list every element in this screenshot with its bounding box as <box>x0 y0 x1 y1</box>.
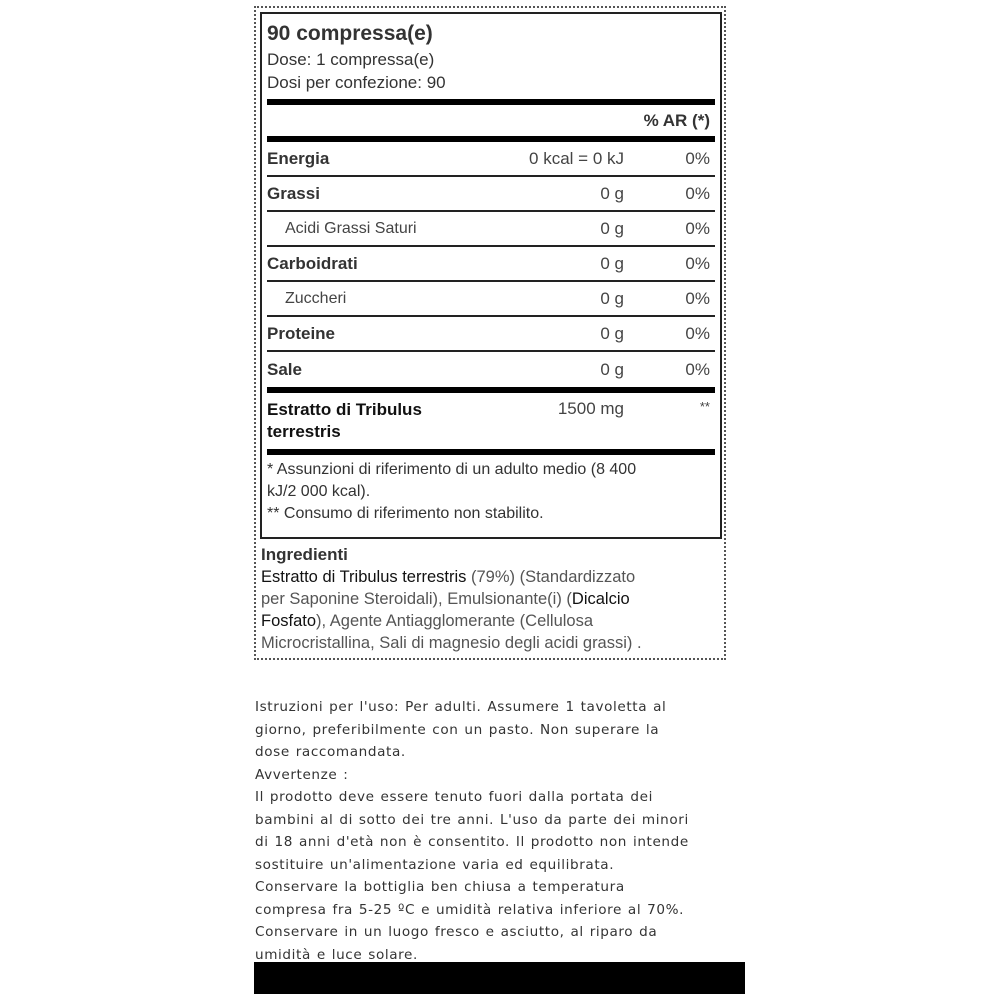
nutrient-name: Carboidrati <box>267 253 358 273</box>
nutrient-value: 0 g <box>600 288 624 308</box>
nutrient-value: 0 kcal = 0 kJ <box>529 148 624 168</box>
instruction-line: Il prodotto deve essere tenuto fuori dalla portata dei <box>255 789 653 805</box>
nutrient-percent: 0% <box>685 253 710 273</box>
nutrient-percent: 0% <box>685 183 710 203</box>
ingredients-section <box>261 544 721 654</box>
dose-text: Dose: 1 compressa(e) <box>267 50 435 69</box>
nutrient-value: 0 g <box>600 359 624 379</box>
nutrient-value: 0 g <box>600 323 624 343</box>
ingredients-line <box>261 566 721 588</box>
nutrient-name: Sale <box>267 359 302 379</box>
footnote-2: ** Consumo di riferimento non stabilito. <box>267 505 544 522</box>
nutrient-row-zuccheri <box>267 282 715 317</box>
usage-instructions <box>255 696 745 966</box>
instruction-line: di 18 anni d'età non è consentito. Il prodotto non intende <box>255 834 689 850</box>
nutrient-percent: 0% <box>685 359 710 379</box>
instruction-line: dose raccomandata. <box>255 744 406 760</box>
active-ingredient-row <box>267 393 715 449</box>
black-bar <box>254 962 745 994</box>
nutrient-row-grassi <box>267 177 715 212</box>
nutrient-row-sale <box>267 352 715 387</box>
nutrient-value: 0 g <box>600 253 624 273</box>
active-ingredient-value: 1500 mg <box>557 399 624 418</box>
footnotes <box>267 455 715 525</box>
active-name-line2: terrestris <box>267 422 341 441</box>
nutrient-name: Energia <box>267 148 330 168</box>
ingredients-line: Microcristallina, Sali di magnesio degli acidi grassi) . <box>261 634 642 652</box>
nutrient-name: Proteine <box>267 323 336 343</box>
ar-column-header: % AR (*) <box>643 110 710 130</box>
nutrient-row-energia <box>267 142 715 177</box>
ingredient-highlight: Fosfato <box>261 612 317 630</box>
instruction-line: giorno, preferibilmente con un pasto. Non superare la <box>255 721 660 738</box>
nutrition-label <box>260 12 722 539</box>
ingredient-text: ), Agente Antiagglomerante (Cellulosa <box>316 612 594 630</box>
nutrient-name: Acidi Grassi Saturi <box>285 219 417 237</box>
instruction-line: Istruzioni per l'uso: Per adulti. Assumere 1 tavoletta al <box>255 699 667 715</box>
instruction-line: Conservare in un luogo fresco e asciutto, al riparo da <box>255 924 658 940</box>
nutrient-value: 0 g <box>600 183 624 203</box>
nutrient-row-carboidrati <box>267 247 715 282</box>
ingredient-highlight: Estratto di Tribulus terrestris <box>261 568 467 586</box>
ingredient-highlight: Dicalcio <box>571 590 630 608</box>
ingredients-line <box>261 588 721 610</box>
instruction-line: sostituire un'alimentazione varia ed equilibrata. <box>255 856 615 873</box>
instruction-line: compresa fra 5-25 ºC e umidità relativa inferiore al 70%. <box>255 901 685 918</box>
footnote-1-line1: * Assunzioni di riferimento di un adulto medio (8 400 <box>267 461 637 478</box>
nutrient-name: Zuccheri <box>285 289 347 307</box>
ingredients-line <box>261 610 721 632</box>
active-ingredient-percent: ** <box>699 399 710 414</box>
nutrient-percent: 0% <box>685 218 710 238</box>
warnings-heading: Avvertenze : <box>255 766 349 783</box>
instruction-line: bambini al di sotto dei tre anni. L'uso da parte dei minori <box>255 811 689 828</box>
active-name-line1: Estratto di Tribulus <box>267 400 422 419</box>
ingredient-text: per Saponine Steroidali), Emulsionante(i) ( <box>261 590 572 608</box>
nutrient-row-proteine <box>267 317 715 352</box>
nutrient-percent: 0% <box>685 148 710 168</box>
doses-per-pack-text: Dosi per confezione: 90 <box>267 73 446 92</box>
footnote-1-line2: kJ/2 000 kcal). <box>267 483 371 500</box>
instruction-line: Conservare la bottiglia ben chiusa a temperatura <box>255 879 625 895</box>
nutrient-percent: 0% <box>685 323 710 343</box>
ingredient-text: (79%) (Standardizzato <box>466 568 636 586</box>
ingredients-title: Ingredienti <box>261 545 348 564</box>
nutrient-percent: 0% <box>685 288 710 308</box>
instruction-line: umidità e luce solare. <box>255 946 418 963</box>
nutrient-row-acidi-grassi-saturi <box>267 212 715 247</box>
nutrient-value: 0 g <box>600 218 624 238</box>
active-ingredient-name <box>267 399 444 443</box>
nutrient-name: Grassi <box>267 183 320 203</box>
label-title: 90 compressa(e) <box>267 22 433 45</box>
